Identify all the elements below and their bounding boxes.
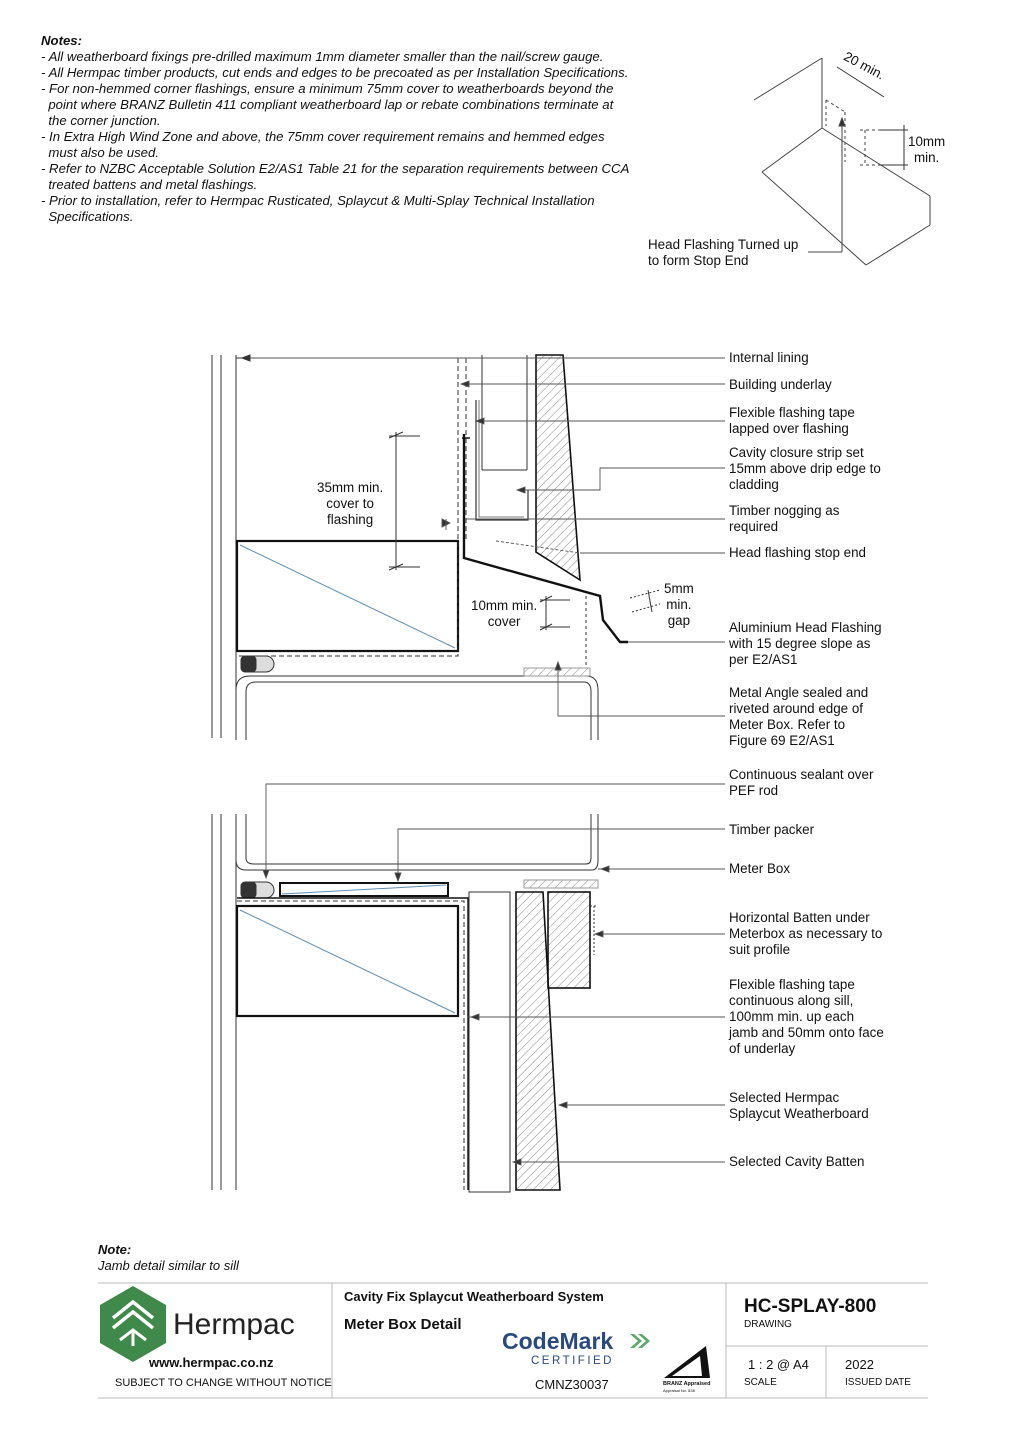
iso-stop-end-detail xyxy=(754,58,930,265)
hermpac-logo-icon xyxy=(100,1286,166,1362)
stud-framing xyxy=(476,355,528,520)
note-line: Specifications. xyxy=(41,209,134,224)
note-line: - All Hermpac timber products, cut ends and edges to be precoated as per Installation Specifications. xyxy=(41,65,629,80)
notes-title: Notes: xyxy=(41,33,83,48)
label-stop-end: Head flashing stop end xyxy=(729,545,866,560)
label-sealant: Continuous sealant over PEF rod xyxy=(729,767,874,798)
note-line: must also be used. xyxy=(41,145,160,160)
codemark-arrows-icon xyxy=(630,1334,650,1348)
label-meter-box: Meter Box xyxy=(729,861,791,876)
branz-sub: Appraisal No. 838 xyxy=(663,1388,695,1393)
brand-website: www.hermpac.co.nz xyxy=(149,1355,274,1370)
system-name: Cavity Fix Splaycut Weatherboard System xyxy=(344,1289,604,1304)
disclaimer: SUBJECT TO CHANGE WITHOUT NOTICE xyxy=(115,1377,332,1389)
scale-caption: SCALE xyxy=(744,1377,777,1388)
iso-dim-10: 10mm min. xyxy=(908,134,946,165)
sill-assembly xyxy=(236,814,598,1192)
scale-value: 1 : 2 @ A4 xyxy=(748,1357,809,1372)
cert-number: CMNZ30037 xyxy=(535,1377,609,1392)
branz-icon xyxy=(664,1346,710,1378)
jamb-note-title: Note: xyxy=(98,1242,132,1257)
iso-caption: Head Flashing Turned up to form Stop End xyxy=(648,237,799,268)
drawing-title: Meter Box Detail xyxy=(344,1316,462,1333)
jamb-note-text: Jamb detail similar to sill xyxy=(98,1258,239,1273)
note-line: point where BRANZ Bulletin 411 compliant weatherboard lap or rebate combinations terminate at xyxy=(41,97,614,112)
internal-wall-lower xyxy=(212,814,236,1190)
drawing-caption: DRAWING xyxy=(744,1319,792,1330)
codemark-certified: CERTIFIED xyxy=(531,1355,614,1367)
label-timber-nogging: Timber nogging as required xyxy=(729,503,840,534)
internal-wall-upper xyxy=(212,355,458,738)
brand-name: Hermpac xyxy=(173,1308,295,1341)
label-horizontal-batten: Horizontal Batten under Meterbox as necessary to suit profile xyxy=(729,910,883,957)
note-line: - Prior to installation, refer to Hermpac Rusticated, Splaycut & Multi-Splay Technical Installation xyxy=(41,193,595,208)
note-line: - All weatherboard fixings pre-drilled maximum 1mm diameter smaller than the nail/screw gauge. xyxy=(41,49,604,64)
meter-box-head xyxy=(236,596,598,740)
label-timber-packer: Timber packer xyxy=(729,822,815,837)
label-metal-angle: Metal Angle sealed and riveted around edge of Meter Box. Refer to Figure 69 E2/AS1 xyxy=(729,685,869,748)
dim-35mm-cover: 35mm min. cover to flashing xyxy=(317,480,384,527)
note-line: - For non-hemmed corner flashings, ensure a minimum 75mm cover to weatherboards beyond the xyxy=(41,81,614,96)
label-weatherboard: Selected Hermpac Splaycut Weatherboard xyxy=(729,1090,869,1121)
label-internal-lining: Internal lining xyxy=(729,350,809,365)
note-line: the corner junction. xyxy=(41,113,161,128)
label-cavity-closure: Cavity closure strip set 15mm above drip edge to cladding xyxy=(729,445,881,492)
label-cavity-batten: Selected Cavity Batten xyxy=(729,1154,865,1169)
note-line: - In Extra High Wind Zone and above, the 75mm cover requirement remains and hemmed edges xyxy=(41,129,605,144)
codemark-logo: CodeMark xyxy=(502,1328,614,1354)
issued-caption: ISSUED DATE xyxy=(845,1377,911,1388)
label-head-flashing: Aluminium Head Flashing with 15 degree slope as per E2/AS1 xyxy=(729,620,882,667)
iso-dim-20: 20 min. xyxy=(841,48,888,83)
label-building-underlay: Building underlay xyxy=(729,377,832,392)
weatherboard-upper xyxy=(536,355,580,580)
branz-label: BRANZ Appraised xyxy=(663,1381,711,1387)
note-line: treated battens and metal flashings. xyxy=(41,177,258,192)
issued-value: 2022 xyxy=(845,1357,874,1372)
label-flashing-tape-lapped: Flexible flashing tape lapped over flashing xyxy=(729,405,855,436)
dim-10mm-cover: 10mm min. cover xyxy=(471,598,538,629)
dim-5mm-gap: 5mm min. gap xyxy=(664,581,694,628)
jamb-note xyxy=(98,1242,239,1274)
note-line: - Refer to NZBC Acceptable Solution E2/AS1 Table 21 for the separation requirements between CCA xyxy=(41,161,630,176)
drawing-number: HC-SPLAY-800 xyxy=(744,1296,877,1317)
label-flashing-tape-sill: Flexible flashing tape continuous along sill, 100mm min. up each jamb and 50mm onto face of underlay xyxy=(729,977,884,1056)
